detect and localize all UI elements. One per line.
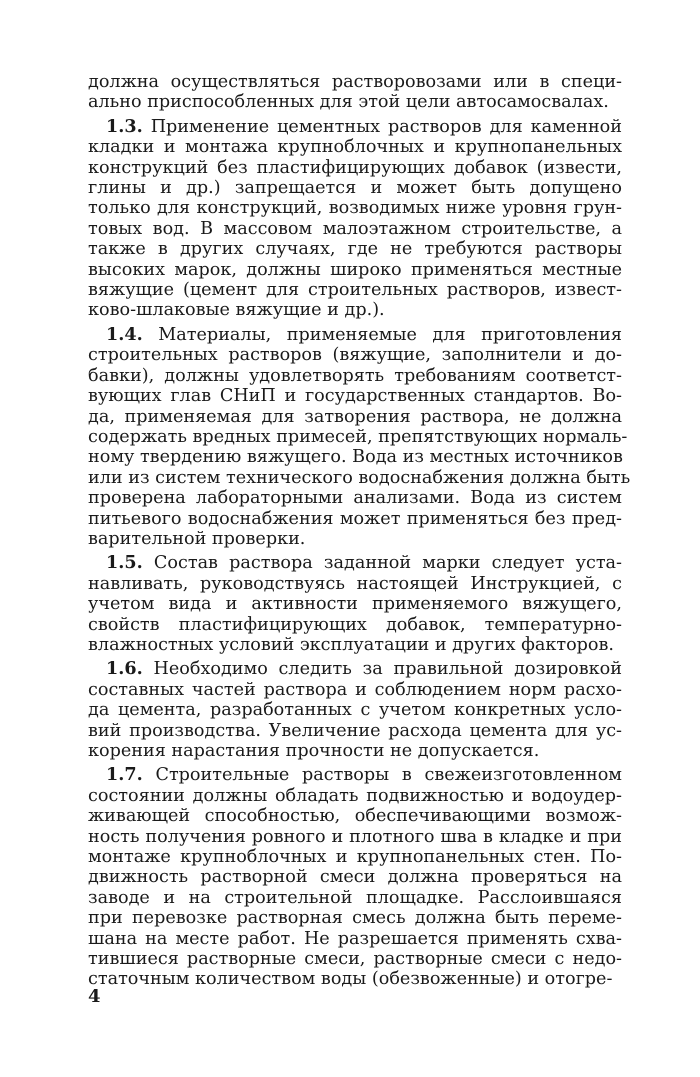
text-line xyxy=(88,300,622,320)
line-text: Состав раствора заданной марки следует уста- xyxy=(142,553,622,574)
text-line xyxy=(88,867,622,887)
text-line xyxy=(88,635,622,655)
text-line xyxy=(88,325,622,345)
line-text: учетом вида и активности применяемого вяжущего, xyxy=(88,594,622,615)
line-text: варительной проверки. xyxy=(88,528,306,549)
text-line xyxy=(88,659,622,679)
text-line xyxy=(88,137,622,157)
text-line xyxy=(88,178,622,198)
line-text: при перевозке растворная смесь должна быть переме- xyxy=(88,908,622,929)
text-line xyxy=(88,426,628,447)
line-text: Материалы, применяемые для приготовления xyxy=(142,324,622,345)
section-number: 1.5. xyxy=(106,552,143,574)
line-text: только для конструкций, возводимых ниже уровня грун- xyxy=(88,198,622,219)
text-line xyxy=(88,847,622,867)
text-line xyxy=(88,529,622,549)
text-line xyxy=(88,949,622,969)
line-text: Применение цементных растворов для каменной xyxy=(142,116,622,137)
line-text: заводе и на строительной площадке. Расслоившаяся xyxy=(88,887,622,908)
text-line xyxy=(88,366,622,386)
text-line xyxy=(88,467,631,488)
line-text: конструкций без пластифицирующих добавок (извести, xyxy=(88,157,622,178)
page-number: 4 xyxy=(88,986,101,1007)
text-line xyxy=(88,117,622,137)
paragraph-p13 xyxy=(88,117,622,321)
line-text: навливать, руководствуясь настоящей Инструкцией, с xyxy=(88,573,622,594)
line-text: состоянии должны обладать подвижностью и водоудер- xyxy=(88,785,622,806)
line-text: вующих глав СНиП и государственных стандартов. Во- xyxy=(88,386,622,407)
text-line xyxy=(88,219,622,239)
line-text: кладки и монтажа крупноблочных и крупнопанельных xyxy=(88,137,622,158)
line-text: ально приспособленных для этой цели автосамосвалах. xyxy=(88,92,609,113)
paragraph-p14 xyxy=(88,323,631,549)
line-text: монтаже крупноблочных и крупнопанельных стен. По- xyxy=(88,847,622,868)
text-line xyxy=(88,615,622,635)
body-text xyxy=(88,72,631,990)
text-line xyxy=(88,198,622,218)
text-line xyxy=(88,92,622,112)
line-text: шана на месте работ. Не разрешается применять схва- xyxy=(88,928,622,949)
text-line xyxy=(88,260,622,280)
line-text: содержать вредных примесей, препятствующих нормаль- xyxy=(88,426,628,447)
line-text: ково-шлаковые вяжущие и др.). xyxy=(88,300,385,321)
line-text: высоких марок, должны широко применяться местные xyxy=(88,259,622,280)
text-line xyxy=(88,786,622,806)
section-number: 1.7. xyxy=(106,764,143,786)
line-text: да цемента, разработанных с учетом конкретных усло- xyxy=(88,700,622,721)
line-text: Строительные растворы в свежеизготовленном xyxy=(142,765,622,786)
line-text: ному твердению вяжущего. Вода из местных источников xyxy=(88,447,623,468)
line-text: проверена лабораторными анализами. Вода из систем xyxy=(88,488,622,509)
line-text: питьевого водоснабжения может применяться без пред- xyxy=(88,508,622,529)
line-text: также в других случаях, где не требуются растворы xyxy=(88,239,622,260)
section-number: 1.3. xyxy=(106,115,143,137)
line-text: влажностных условий эксплуатации и других факторов. xyxy=(88,634,615,655)
line-text: составных частей раствора и соблюдением норм расхо- xyxy=(88,679,622,700)
text-line xyxy=(88,488,622,508)
line-text: должна осуществляться растворовозами или в специ- xyxy=(88,72,622,92)
text-line xyxy=(88,827,622,847)
text-line xyxy=(88,386,622,406)
line-text: да, применяемая для затворения раствора, не должна xyxy=(88,406,622,427)
line-text: статочным количеством воды (обезвоженные) и отогре- xyxy=(88,969,613,990)
paragraph-p16 xyxy=(88,659,622,761)
text-line xyxy=(88,888,622,908)
line-text: вяжущие (цемент для строительных растворов, извест- xyxy=(88,280,622,301)
paragraph-p15 xyxy=(88,553,622,655)
line-text: живающей способностью, обеспечивающими возмож- xyxy=(88,806,622,827)
text-line xyxy=(88,741,622,761)
line-text: вий производства. Увеличение расхода цемента для ус- xyxy=(88,720,622,741)
text-line xyxy=(88,345,622,365)
text-line xyxy=(88,594,622,614)
text-line xyxy=(88,969,622,989)
text-line xyxy=(88,280,622,300)
text-line xyxy=(88,72,622,92)
text-line xyxy=(88,721,622,741)
section-number: 1.4. xyxy=(106,323,143,345)
text-line xyxy=(88,680,622,700)
text-line xyxy=(88,929,622,949)
paragraph-cont xyxy=(88,72,622,113)
text-line xyxy=(88,553,622,573)
line-text: товых вод. В массовом малоэтажном строительстве, а xyxy=(88,218,622,239)
line-text: строительных растворов (вяжущие, заполнители и до- xyxy=(88,345,622,366)
text-line xyxy=(88,908,622,928)
text-line xyxy=(88,806,622,826)
text-line xyxy=(88,765,622,785)
line-text: или из систем технического водоснабжения должна быть xyxy=(88,467,631,488)
text-line xyxy=(88,158,622,178)
section-number: 1.6. xyxy=(106,658,143,680)
line-text: движность растворной смеси должна проверяться на xyxy=(88,867,622,888)
text-line xyxy=(88,700,622,720)
line-text: бавки), должны удовлетворять требованиям соответст- xyxy=(88,365,622,386)
line-text: ность получения ровного и плотного шва в кладке и при xyxy=(88,826,622,847)
line-text: свойств пластифицирующих добавок, температурно- xyxy=(88,614,622,635)
paragraph-p17 xyxy=(88,765,622,989)
line-text: глины и др.) запрещается и может быть допущено xyxy=(88,178,622,199)
line-text: тившиеся растворные смеси, растворные смеси с недо- xyxy=(88,949,622,970)
text-line xyxy=(88,239,622,259)
line-text: корения нарастания прочности не допускается. xyxy=(88,741,540,761)
text-line xyxy=(88,407,622,427)
text-line xyxy=(88,574,622,594)
text-line xyxy=(88,509,622,529)
text-line xyxy=(88,447,622,467)
line-text: Необходимо следить за правильной дозировкой xyxy=(142,659,622,680)
